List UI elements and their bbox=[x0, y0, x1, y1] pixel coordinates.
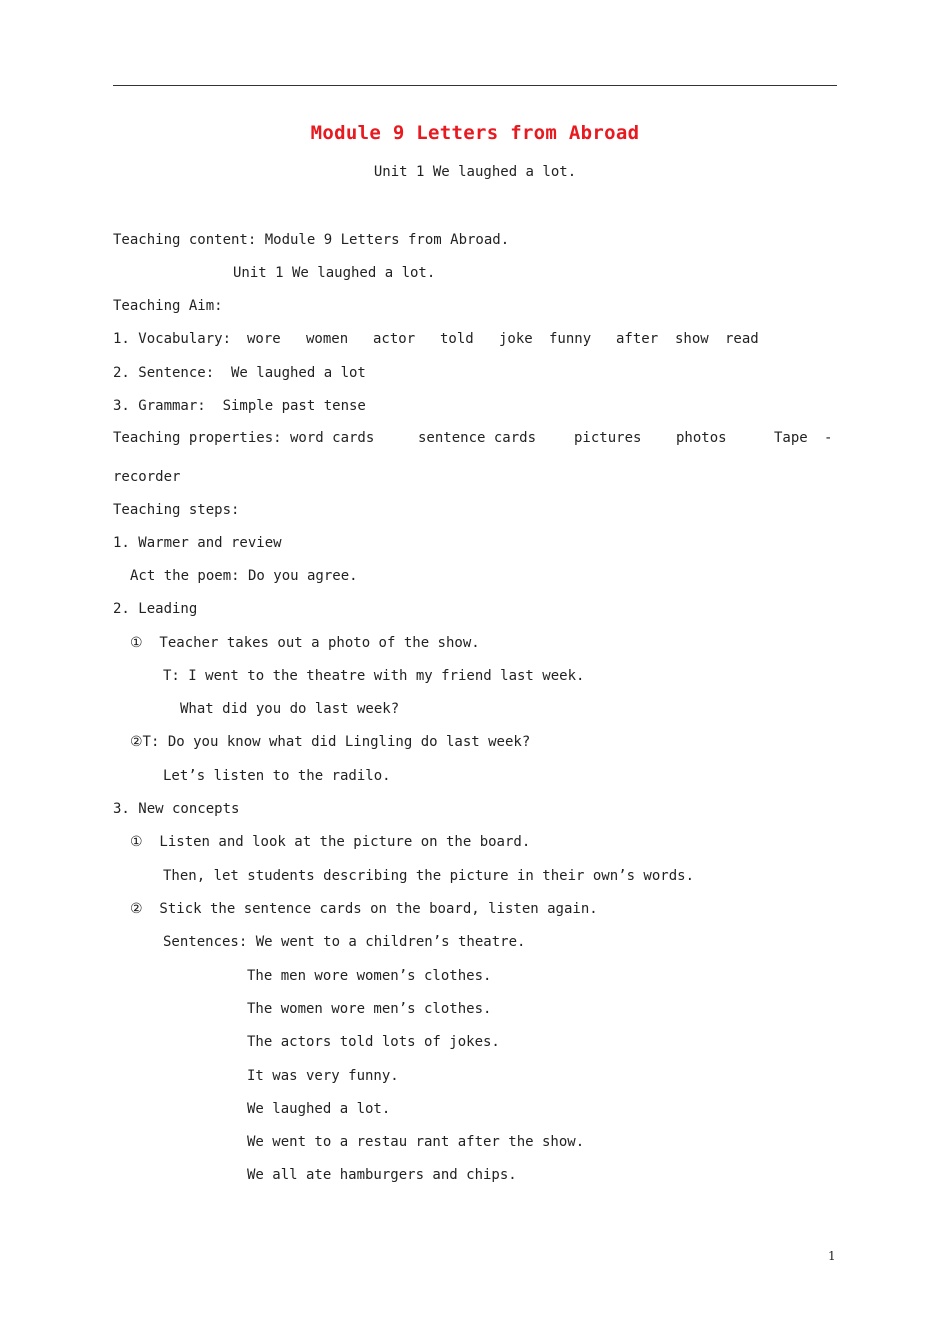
teaching-properties-line bbox=[113, 430, 837, 448]
step-2-item-a: ① Teacher takes out a photo of the show. bbox=[130, 635, 480, 651]
props-item: pictures bbox=[574, 430, 642, 446]
step-1-item: Act the poem: Do you agree. bbox=[130, 568, 358, 584]
teaching-content-unit: Unit 1 We laughed a lot. bbox=[233, 265, 436, 281]
teaching-content: Teaching content: Module 9 Letters from Abroad. bbox=[113, 232, 510, 248]
page-title: Module 9 Letters from Abroad bbox=[310, 122, 640, 144]
step-3-item-a: ① Listen and look at the picture on the board. bbox=[130, 834, 531, 850]
step-3-item-b-line-1: Sentences: We went to a children’s theatre. bbox=[163, 934, 526, 950]
sentence-item: The women wore men’s clothes. bbox=[247, 1001, 492, 1017]
sentence-item: We all ate hamburgers and chips. bbox=[247, 1167, 517, 1183]
step-3-item-a-line-1: Then, let students describing the picture in their own’s words. bbox=[163, 868, 695, 884]
props-item: - bbox=[824, 430, 833, 446]
step-2-item-a-line-2: What did you do last week? bbox=[180, 701, 400, 717]
vocab-word: funny bbox=[549, 331, 592, 347]
sentence-item: The men wore women’s clothes. bbox=[247, 968, 492, 984]
props-label: Teaching properties: word cards bbox=[113, 430, 375, 446]
vocab-word: wore bbox=[247, 331, 281, 347]
sentence-item: It was very funny. bbox=[247, 1068, 399, 1084]
header-rule bbox=[113, 85, 837, 86]
page-number: 1 bbox=[828, 1249, 836, 1263]
page-subtitle: Unit 1 We laughed a lot. bbox=[373, 164, 577, 180]
step-2-heading: 2. Leading bbox=[113, 601, 198, 617]
teaching-steps-heading: Teaching steps: bbox=[113, 502, 240, 518]
props-continuation: recorder bbox=[113, 469, 181, 485]
step-3-item-b: ② Stick the sentence cards on the board, listen again. bbox=[130, 901, 598, 917]
step-2-item-a-line-1: T: I went to the theatre with my friend last week. bbox=[163, 668, 585, 684]
vocab-word: told bbox=[440, 331, 474, 347]
vocab-word: read bbox=[725, 331, 759, 347]
props-item: sentence cards bbox=[418, 430, 537, 446]
vocab-word: actor bbox=[373, 331, 416, 347]
step-3-heading: 3. New concepts bbox=[113, 801, 240, 817]
step-1-heading: 1. Warmer and review bbox=[113, 535, 282, 551]
teaching-aim-heading: Teaching Aim: bbox=[113, 298, 223, 314]
props-item: Tape bbox=[774, 430, 808, 446]
sentence-line: 2. Sentence: We laughed a lot bbox=[113, 365, 366, 381]
vocab-word: after bbox=[616, 331, 659, 347]
vocab-word: show bbox=[675, 331, 709, 347]
vocab-label: 1. Vocabulary: bbox=[113, 331, 232, 347]
props-item: photos bbox=[676, 430, 727, 446]
grammar-line: 3. Grammar: Simple past tense bbox=[113, 398, 366, 414]
step-2-item-b: ②T: Do you know what did Lingling do last week? bbox=[130, 734, 531, 750]
step-2-item-b-line-1: Let’s listen to the radilo. bbox=[163, 768, 391, 784]
vocab-word: women bbox=[306, 331, 349, 347]
vocab-word: joke bbox=[499, 331, 533, 347]
sentence-item: We went to a restau rant after the show. bbox=[247, 1134, 585, 1150]
sentence-item: The actors told lots of jokes. bbox=[247, 1034, 500, 1050]
sentence-item: We laughed a lot. bbox=[247, 1101, 391, 1117]
